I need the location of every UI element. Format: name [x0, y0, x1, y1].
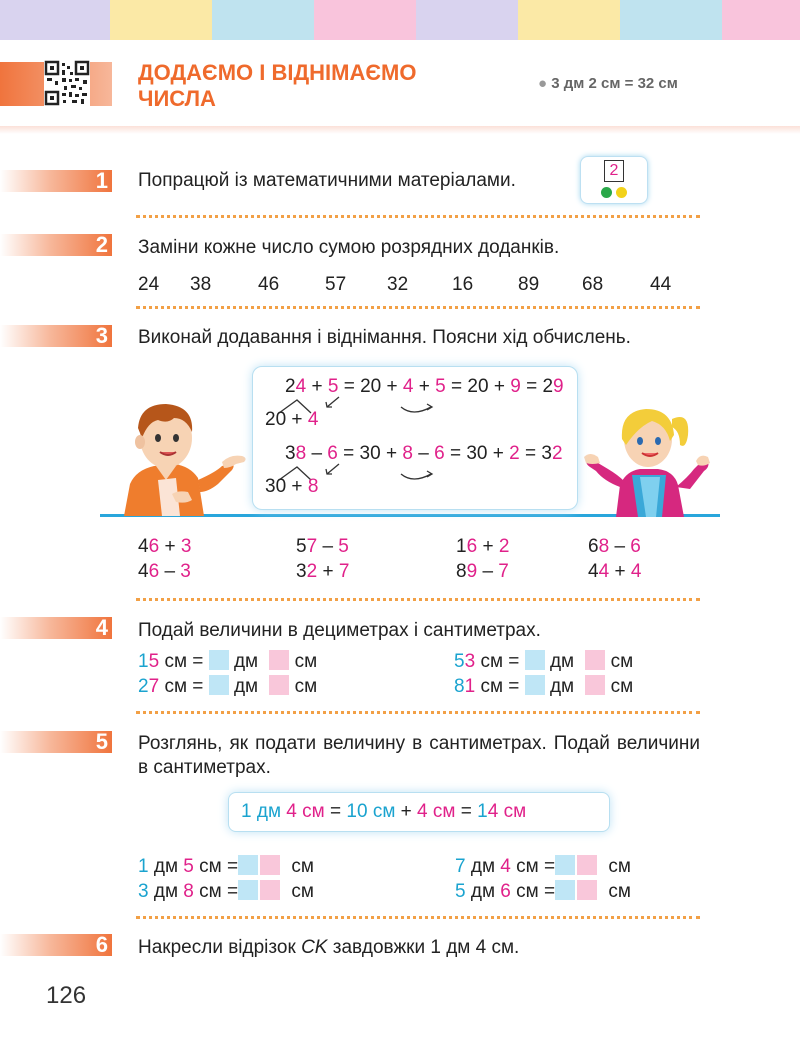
answer-box[interactable]: [269, 675, 289, 695]
green-dot-icon: [601, 187, 612, 198]
page-number: 126: [46, 982, 87, 1009]
split-expression: 30 + 8: [265, 476, 319, 497]
task-text: Заміни кожне число сумою розрядних доданків.: [138, 237, 560, 258]
number-item: 38: [190, 274, 212, 295]
qr-code-icon[interactable]: [44, 60, 90, 106]
exercise-item: 46 – 3: [138, 561, 191, 582]
number-item: 16: [452, 274, 474, 295]
answer-box[interactable]: [525, 650, 545, 670]
divider: [136, 215, 700, 218]
task-text: Попрацюй із математичними матеріалами.: [138, 170, 516, 191]
task-number: 3: [0, 325, 112, 347]
split-expression: 20 + 4: [265, 409, 319, 430]
exercise-item: 68 – 6: [588, 536, 641, 557]
example-equation: 24 + 5 = 20 + 4 + 5 = 20 + 9 = 29: [285, 376, 564, 397]
answer-box[interactable]: [260, 880, 280, 900]
task-number: 1: [0, 170, 112, 192]
conversion-item: 15 см = дм см: [138, 651, 318, 672]
answer-box[interactable]: [209, 675, 229, 695]
task-text: Розглянь, як подати величину в сантиметрах. Подай величини в сантиметрах.: [138, 733, 700, 778]
number-item: 32: [387, 274, 409, 295]
answer-box[interactable]: [238, 880, 258, 900]
header-band: [722, 0, 800, 40]
arrow-icon: [323, 395, 343, 411]
conversion-item: 53 см = дм см: [454, 651, 634, 672]
header-band: [212, 0, 314, 40]
task-number: 2: [0, 234, 112, 256]
exercise-item: 57 – 5: [296, 536, 349, 557]
answer-box[interactable]: [260, 855, 280, 875]
example-box: [228, 792, 610, 832]
answer-box[interactable]: [238, 855, 258, 875]
answer-box[interactable]: [209, 650, 229, 670]
header-band: [518, 0, 620, 40]
number-item: 46: [258, 274, 280, 295]
arrow-icon: [323, 462, 343, 478]
conversion-item: 3 дм 8 см = см: [138, 881, 314, 902]
conversion-item: 5 дм 6 см = см: [455, 881, 631, 902]
task-text: Виконай додавання і віднімання. Поясни хід обчислень.: [138, 327, 631, 348]
header-band: [620, 0, 722, 40]
header-band: [416, 0, 518, 40]
header-band: [0, 0, 110, 40]
key-fact: ● 3 дм 2 см = 32 см: [538, 75, 678, 92]
divider: [136, 916, 700, 919]
exercise-item: 89 – 7: [456, 561, 509, 582]
divider: [136, 598, 700, 601]
divider: [136, 306, 700, 309]
number-item: 89: [518, 274, 540, 295]
example-equation: 38 – 6 = 30 + 8 – 6 = 30 + 2 = 32: [285, 443, 563, 464]
exercise-item: 44 + 4: [588, 561, 642, 582]
yellow-dot-icon: [616, 187, 627, 198]
header-divider: [0, 126, 800, 134]
task-number: 5: [0, 731, 112, 753]
card-icon: 2: [604, 160, 624, 182]
number-item: 57: [325, 274, 347, 295]
number-item: 44: [650, 274, 672, 295]
exercise-item: 32 + 7: [296, 561, 350, 582]
answer-box[interactable]: [555, 880, 575, 900]
girl-illustration: [580, 405, 714, 519]
number-item: 68: [582, 274, 604, 295]
task-text: Подай величини в дециметрах і сантиметрах.: [138, 620, 541, 641]
header-band: [314, 0, 416, 40]
conversion-item: 1 дм 5 см = см: [138, 856, 314, 877]
materials-badge[interactable]: [580, 156, 648, 204]
answer-box[interactable]: [585, 675, 605, 695]
task-text: Накресли відрізок CK завдовжки 1 дм 4 см.: [138, 937, 520, 958]
number-item: 24: [138, 274, 160, 295]
answer-box[interactable]: [577, 880, 597, 900]
example-equation: 1 дм 4 см = 10 см + 4 см = 14 см: [241, 801, 527, 822]
conversion-item: 81 см = дм см: [454, 676, 634, 697]
answer-box[interactable]: [555, 855, 575, 875]
task-number: 4: [0, 617, 112, 639]
task-number: 6: [0, 934, 112, 956]
answer-box[interactable]: [577, 855, 597, 875]
page-title: ДОДАЄМО І ВІДНІМАЄМО ЧИСЛА: [138, 60, 417, 111]
answer-box[interactable]: [525, 675, 545, 695]
conversion-item: 27 см = дм см: [138, 676, 318, 697]
exercise-item: 46 + 3: [138, 536, 192, 557]
answer-box[interactable]: [269, 650, 289, 670]
conversion-item: 7 дм 4 см = см: [455, 856, 631, 877]
header-band: [110, 0, 212, 40]
example-box: [252, 366, 578, 510]
exercise-item: 16 + 2: [456, 536, 510, 557]
boy-illustration: [118, 398, 250, 518]
answer-box[interactable]: [585, 650, 605, 670]
divider: [136, 711, 700, 714]
